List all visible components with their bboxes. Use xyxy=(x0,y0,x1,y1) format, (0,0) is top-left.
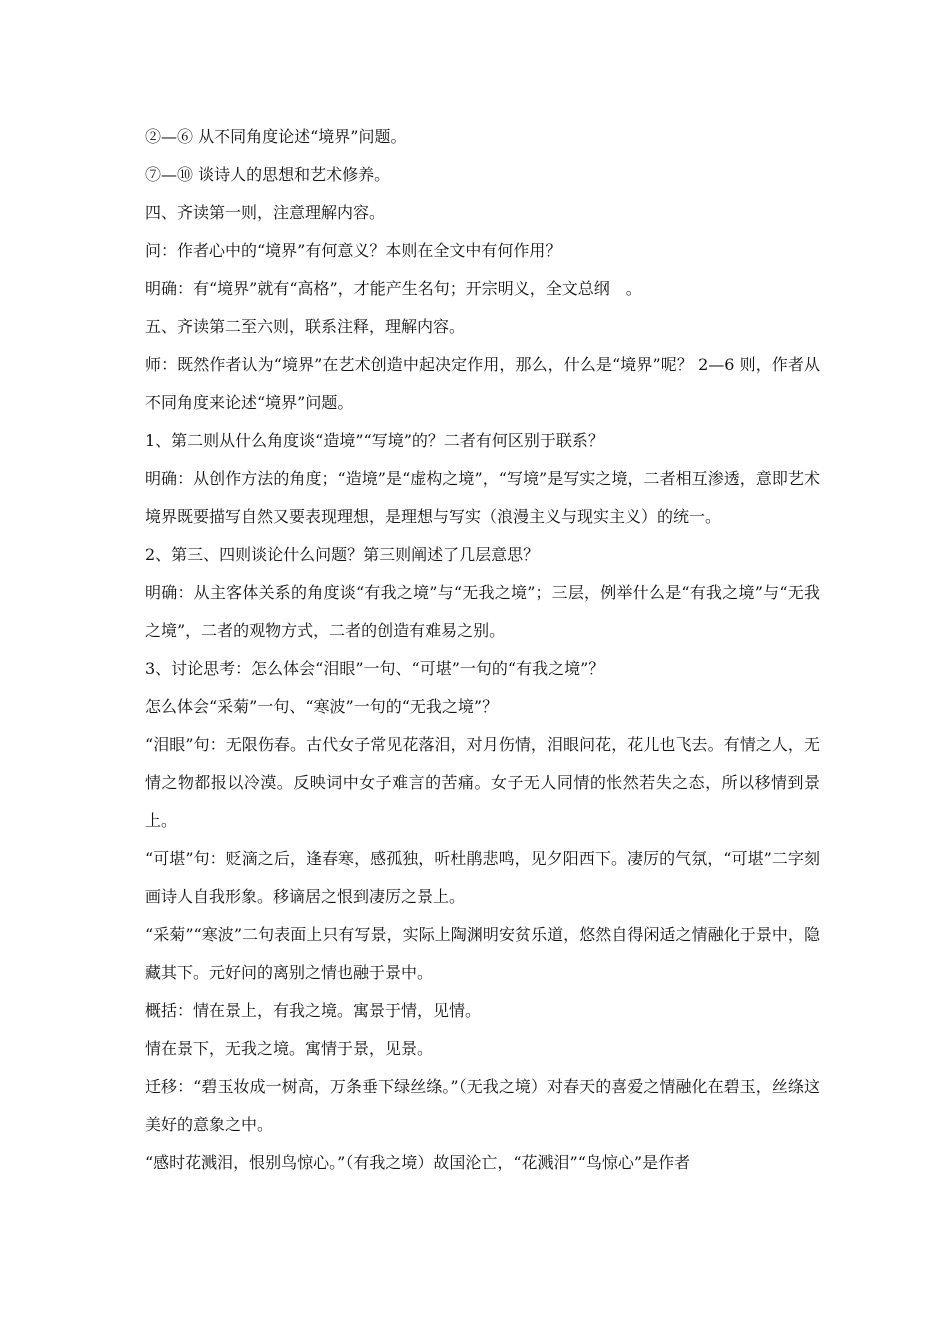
teacher-intro: 师：既然作者认为“境界”在艺术创造中起决定作用，那么，什么是“境界”呢？ 2—6 则，作者从不同角度来论述“境界”问题。 xyxy=(145,355,820,412)
paragraph-range-7-10: ⑦—⑩ 谈诗人的思想和艺术修养。 xyxy=(145,165,391,184)
answer-jingjie-meaning: 明确：有“境界”就有“高格”，才能产生名句；开宗明义，全文总纲 。 xyxy=(145,279,642,298)
question-three-continued: 怎么体会“采菊”一句、“寒波”一句的“无我之境”？ xyxy=(145,697,499,716)
document-body xyxy=(145,118,820,1182)
summary-youwo: 概括：情在景上，有我之境。寓景于情，见情。 xyxy=(145,1001,482,1020)
paragraph-range-2-6: ②—⑥ 从不同角度论述“境界”问题。 xyxy=(145,127,407,146)
question-one: 1、第二则从什么角度谈“造境”“写境”的？二者有何区别于联系？ xyxy=(145,431,604,450)
question-two: 2、第三、四则谈论什么问题？第三则阐述了几层意思？ xyxy=(145,545,540,564)
step-five-heading: 五、齐读第二至六则，联系注释，理解内容。 xyxy=(145,317,466,336)
analysis-caiju-hanbo: “采菊”“寒波”二句表面上只有写景，实际上陶渊明安贫乐道，悠然自得闲适之情融化于景中，隐藏其下。元好问的离别之情也融于景中。 xyxy=(145,925,820,982)
answer-two: 明确：从主客体关系的角度谈“有我之境”与“无我之境”；三层，例举什么是“有我之境”与“无我之境”，二者的观物方式，二者的创造有难易之别。 xyxy=(145,583,820,640)
analysis-leiyan: “泪眼”句：无限伤春。古代女子常见花落泪，对月伤情，泪眼问花，花儿也飞去。有情之人，无情之物都报以冷漠。反映词中女子难言的苦痛。女子无人同情的怅然若失之态，所以移情到景上。 xyxy=(145,735,820,830)
step-four-heading: 四、齐读第一则，注意理解内容。 xyxy=(145,203,386,222)
answer-one: 明确：从创作方法的角度；“造境”是“虚构之境”，“写境”是写实之境，二者相互渗透，意即艺术境界既要描写自然又要表现理想，是理想与写实（浪漫主义与现实主义）的统一。 xyxy=(145,469,820,526)
analysis-kekan: “可堪”句：贬滴之后，逢春寒，感孤独，听杜鹃悲鸣，见夕阳西下。凄厉的气氛，“可堪”二字刻画诗人自我形象。移谪居之恨到凄厉之景上。 xyxy=(145,849,820,906)
transfer-example-two: “感时花溅泪，恨别鸟惊心。”（有我之境）故国沦亡，“花溅泪”“鸟惊心”是作者 xyxy=(145,1153,691,1172)
transfer-example-one: 迁移：“碧玉妆成一树高，万条垂下绿丝绦。”（无我之境）对春天的喜爱之情融化在碧玉，丝绦这美好的意象之中。 xyxy=(145,1077,820,1134)
question-jingjie-meaning: 问：作者心中的“境界”有何意义？本则在全文中有何作用？ xyxy=(145,241,562,260)
question-three: 3、讨论思考：怎么体会“泪眼”一句、“可堪”一句的“有我之境”？ xyxy=(145,659,605,678)
summary-wuwo: 情在景下，无我之境。寓情于景，见景。 xyxy=(145,1039,434,1058)
